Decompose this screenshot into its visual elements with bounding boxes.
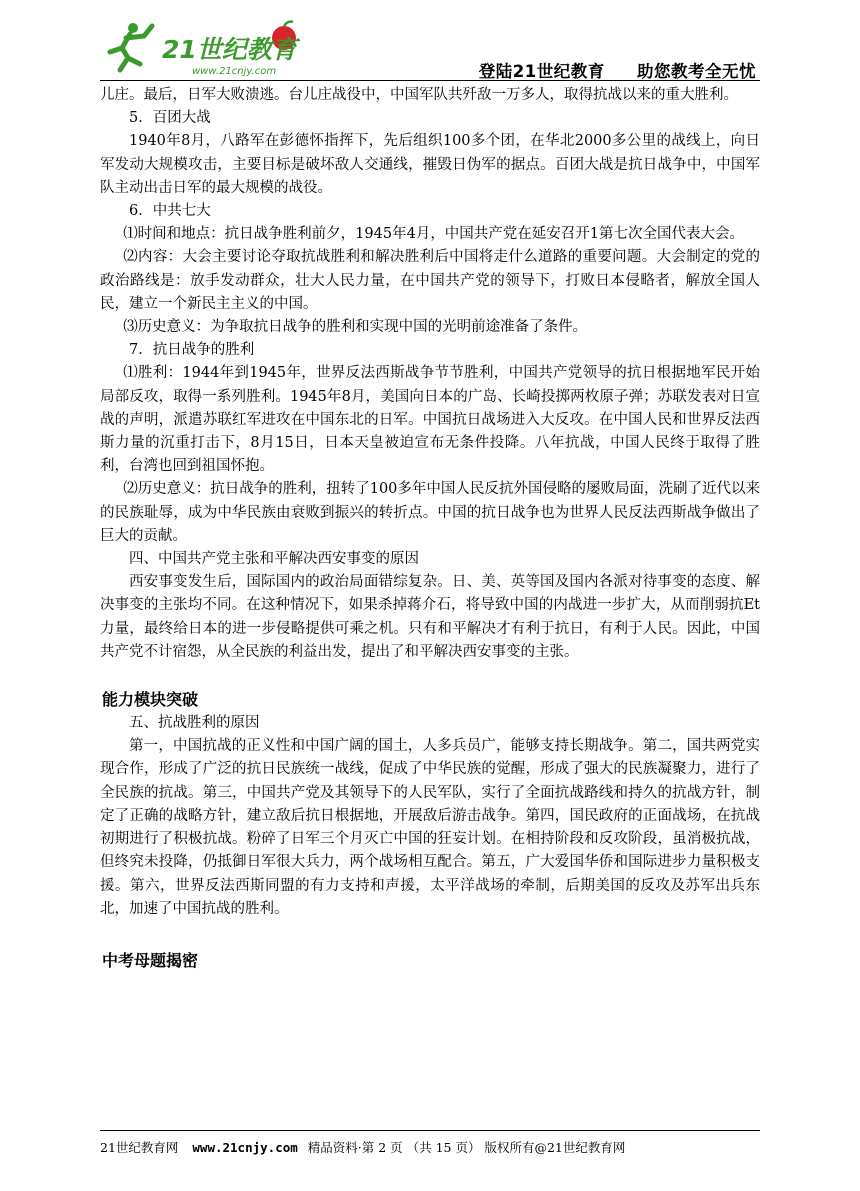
subheading: 四、中国共产党主张和平解决西安事变的原因	[129, 551, 419, 568]
subheading: 6．中共七大	[129, 203, 211, 220]
site-logo[interactable]	[100, 18, 310, 78]
paragraph: ⑶历史意义：为争取抗日战争的胜利和实现中国的光明前途准备了条件。	[123, 319, 588, 336]
logo-url: www.21cnjy.com	[192, 66, 277, 77]
header-slogan	[479, 58, 756, 82]
section-title-exam: 中考母题揭密	[102, 950, 199, 970]
header-divider	[100, 80, 760, 81]
logo-text: 21世纪教育	[162, 35, 297, 64]
footer-divider	[100, 1130, 760, 1131]
slogan-login: 登陆21世纪教育	[478, 62, 605, 81]
page-footer	[100, 1138, 760, 1156]
running-figure-icon	[110, 23, 152, 70]
footer-url-link[interactable]: www.21cnjy.com	[192, 1140, 298, 1155]
page-header	[100, 18, 760, 80]
paragraph: 西安事变发生后，国际国内的政治局面错综复杂。日、美、英等国及国内各派对待事变的态度、解决事变的主张均不同。在这种情况下，如果杀掉蒋介石，将导致中国的内战进一步扩大，从而削弱抗Et力量，最终给日本的进一步侵略提供可乘之机。只有和平解决才有利于抗日，有利于人民。因此，中国共产党不计宿怨，从全民族的利益出发，提出了和平解决西安事变的主张。	[100, 574, 760, 660]
paragraph: 1940年8月，八路军在彭德怀指挥下，先后组织100多个团，在华北2000多公里的战线上，向日军发动大规模攻击，主要目标是破坏敌人交通线，摧毁日伪军的据点。百团大战是抗日战争中，中国军队主动出击日军的最大规模的战役。	[100, 133, 760, 196]
paragraph: ⑵内容：大会主要讨论夺取抗战胜利和解决胜利后中国将走什么道路的重要问题。大会制定的党的政治路线是：放手发动群众，壮大人民力量，在中国共产党的领导下，打败日本侵略者，解放全国人民，建立一个新民主主义的中国。	[100, 249, 760, 312]
footer-page-info: 精品资料·第 2 页 （共 15 页） 版权所有@21世纪教育网	[307, 1140, 626, 1155]
paragraph: ⑴胜利：1944年到1945年，世界反法西斯战争节节胜利，中国共产党领导的抗日根据地军民开始局部反攻，取得一系列胜利。1945年8月，美国向日本的广岛、长崎投掷两枚原子弹；苏联发表对日宣战的声明，派遣苏联红军进攻在中国东北的日军。中国抗日战场进入大反攻。在中国人民和世界反法西斯力量的沉重打击下，8月15日，日本天皇被迫宣布无条件投降。八年抗战，中国人民终于取得了胜利，台湾也回到祖国怀抱。	[100, 365, 760, 475]
paragraph: 第一，中国抗战的正义性和中国广阔的国土，人多兵员广，能够支持长期战争。第二，国共两党实现合作，形成了广泛的抗日民族统一战线，促成了中华民族的觉醒，形成了强大的民族凝聚力，进行了全民族的抗战。第三，中国共产党及其领导下的人民军队，实行了全面抗战路线和持久的抗战方针，制定了正确的战略方针，建立敌后抗日根据地，开展敌后游击战争。第四，国民政府的正面战场，在抗战初期进行了积极抗战。粉碎了日军三个月灭亡中国的狂妄计划。在相持阶段和反攻阶段，虽消极抗战，但终究未投降，仍抵御日军很大兵力，两个战场相互配合。第五，广大爱国华侨和国际进步力量积极支援。第六，世界反法西斯同盟的有力支持和声援，太平洋战场的牵制，后期美国的反攻及苏军出兵东北，加速了中国抗战的胜利。	[100, 738, 760, 917]
paragraph: 儿庄。最后，日军大败溃逃。台儿庄战役中，中国军队共歼敌一万多人，取得抗战以来的重大胜利。	[100, 87, 738, 103]
document-body	[100, 84, 760, 973]
subheading: 7．抗日战争的胜利	[129, 342, 255, 359]
section-title-ability: 能力模块突破	[102, 690, 199, 710]
paragraph: ⑵历史意义：抗日战争的胜利，扭转了100多年中国人民反抗外国侵略的屡败局面，洗刷了近代以来的民族耻辱，成为中华民族由衰败到振兴的转折点。中国的抗日战争也为世界人民反法西斯战争做出了巨大的贡献。	[100, 481, 760, 544]
paragraph: ⑴时间和地点：抗日战争胜利前夕，1945年4月，中国共产党在延安召开1第七次全国代表大会。	[123, 226, 745, 243]
footer-site-name: 21世纪教育网	[100, 1140, 179, 1155]
subheading: 五、抗战胜利的原因	[129, 715, 260, 732]
slogan-motto: 助您教考全无忧	[637, 62, 756, 81]
subheading: 5．百团大战	[129, 110, 211, 127]
